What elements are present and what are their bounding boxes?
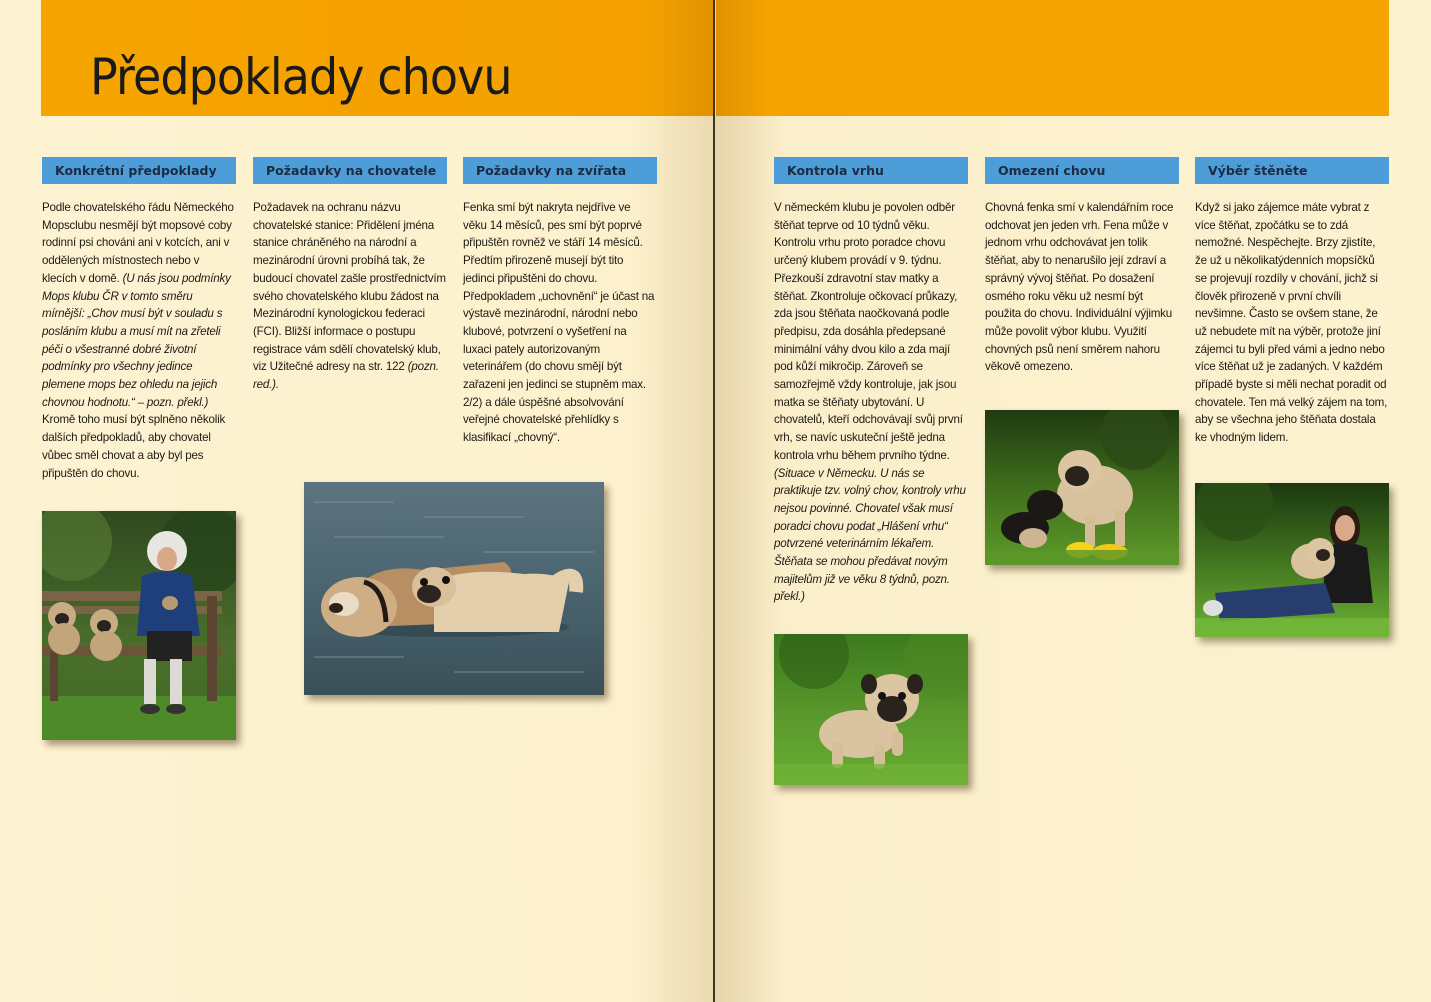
paragraph: Požadavek na ochranu názvu chovatelské stanice: Přidělení jména stanice chráněného na národní a mezinárodní úrovni probíhá tak, že budoucí chovatel zašle prostřednictvím svého chovatelského klubu žádost na Mezinárodní kynologickou federaci (FCI). Bližší informace o postupu registrace vám sdělí chovatelský klub, viz Užitečné adresy na str. 122 [253,201,446,374]
section-heading: Kontrola vrhu [774,157,968,184]
column-pozadavky-na-chovatele [253,157,447,394]
photo-girl-with-pug-on-lawn [1195,483,1389,637]
section-heading: Požadavky na zvířata [463,157,657,184]
paragraph: Chovná fenka smí v kalendářním roce odchovat jen jeden vrh. Fena může v jednom vrhu odchovávat jen tolik štěňat, aby to nenarušilo její zdraví a správný vývoj štěňat. Po dosažení osmého roku věku už nesmí být použita do chovu. Individuální výjimku může povolit výbor klubu. Využití chovných psů není směrem nahoru věkově omezeno. [985,201,1174,374]
photo-woman-with-pugs-on-bench [42,511,236,740]
section-heading: Konkrétní předpoklady [42,157,236,184]
section-heading: Požadavky na chovatele [253,157,447,184]
section-text [985,199,1179,376]
section-text [42,199,236,482]
paragraph: V německém klubu je povolen odběr štěňat teprve od 10 týdnů věku. Kontrolu vrhu proto poradce chovu určený klubem provádí v 9. týdnu. Přezkouší zdravotní stav matky a štěňat. Zkontroluje očkovací průkazy, zda jsou štěňata naočkovaná podle předpisu, zda dosáhla předepsané minimální váhy dvou kilo a zda mají pod kůží mikročip. Zároveň se samozřejmě vždy kontroluje, jak jsou matka se štěňaty ubytování. U chovatelů, kteří odchovávají svůj první vrh, se navíc uskuteční ještě jedna kontrola vrhu během prvního týdne. [774,201,963,462]
translator-note: (Situace v Německu. U nás se praktikuje tzv. volný chov, kontroly vrhu nejsou povinné. Chovatel však musí poradci chovu podat „Hlášení vrhu“ potvrzené veterinárním lékařem. Štěňata se mohou předávat novým majitelům již ve věku 8 týdnů, pozn. překl.) [774,466,966,604]
section-text [463,199,657,447]
column-kontrola-vrhu [774,157,968,606]
paragraph: Fenka smí být nakryta nejdříve ve věku 14 měsíců, pes smí být poprvé připuštěn rovněž ve stáří 14 měsíců. Předtím přirozeně musejí být tito jedinci připuštěni do chovu. Předpokladem „uchovnění“ je účast na výstavě mezinárodní, národní nebo klubové, potvrzení o vyšetření na luxaci pately autorizovaným veterinářem (do chovu smějí být zařazeni jen jedinci se stupněm max. 2/2) a dále úspěšné absolvování veřejné chovatelské přehlídky s klasifikací „chovný“. [463,201,655,445]
paragraph: Podle chovatelského řádu Německého Mopsclubu nesmějí být mopsové coby rodinní psi chováni ani v kotcích, ani v oddělených místnostech nebo v klecích v domě. [42,201,234,285]
section-text [253,199,447,394]
paragraph: Když si jako zájemce máte vybrat z více štěňat, zpočátku se to zdá nemožné. Nespěchejte. Brzy zjistíte, že už u několikatýdenních mopsíčků se projevují rozdíly v chování, jichž si člověk přirozeně v první chvíli nevšimne. Často se ovšem stane, že už nebudete mít na výběr, protože jiní zájemci tu byli před vámi a jedno nebo více štěňat už je zadaných. V každém případě byste si měli nechat poradit od chovatele. Ten má velký zájem na tom, aby se všechna jeho štěňata dostala ke vhodným lidem. [1195,201,1388,445]
translator-note: (U nás jsou podmínky Mops klubu ČR v tomto směru mírnější: „Chov musí být v souladu s posláním klubu a musí mít na zřeteli péči o všestranné dobré životní podmínky pro všechny jedince plemene mops bez ohledu na jejich chovnou hodnotu.“ – pozn. překl.) [42,271,231,409]
section-text [774,199,968,606]
page-title: Předpoklady chovu [90,48,512,106]
column-konkretni-predpoklady [42,157,236,482]
title-banner-right [716,0,1389,116]
column-vyber-stenete [1195,157,1389,447]
photo-bulldog-and-pug-in-water [304,482,604,695]
photo-pug-puppy-on-grass [774,634,968,785]
section-heading: Omezení chovu [985,157,1179,184]
paragraph: Kromě toho musí být splněno několik dalších předpokladů, aby chovatel vůbec směl chovat a aby byl pes připuštěn do chovu. [42,413,226,480]
section-heading: Výběr štěněte [1195,157,1389,184]
book-spine [713,0,715,1002]
section-text [1195,199,1389,447]
column-omezeni-chovu [985,157,1179,376]
photo-pug-mother-with-puppies [985,410,1179,565]
column-pozadavky-na-zvirata [463,157,657,447]
editor-note: (pozn. red.). [253,360,439,392]
